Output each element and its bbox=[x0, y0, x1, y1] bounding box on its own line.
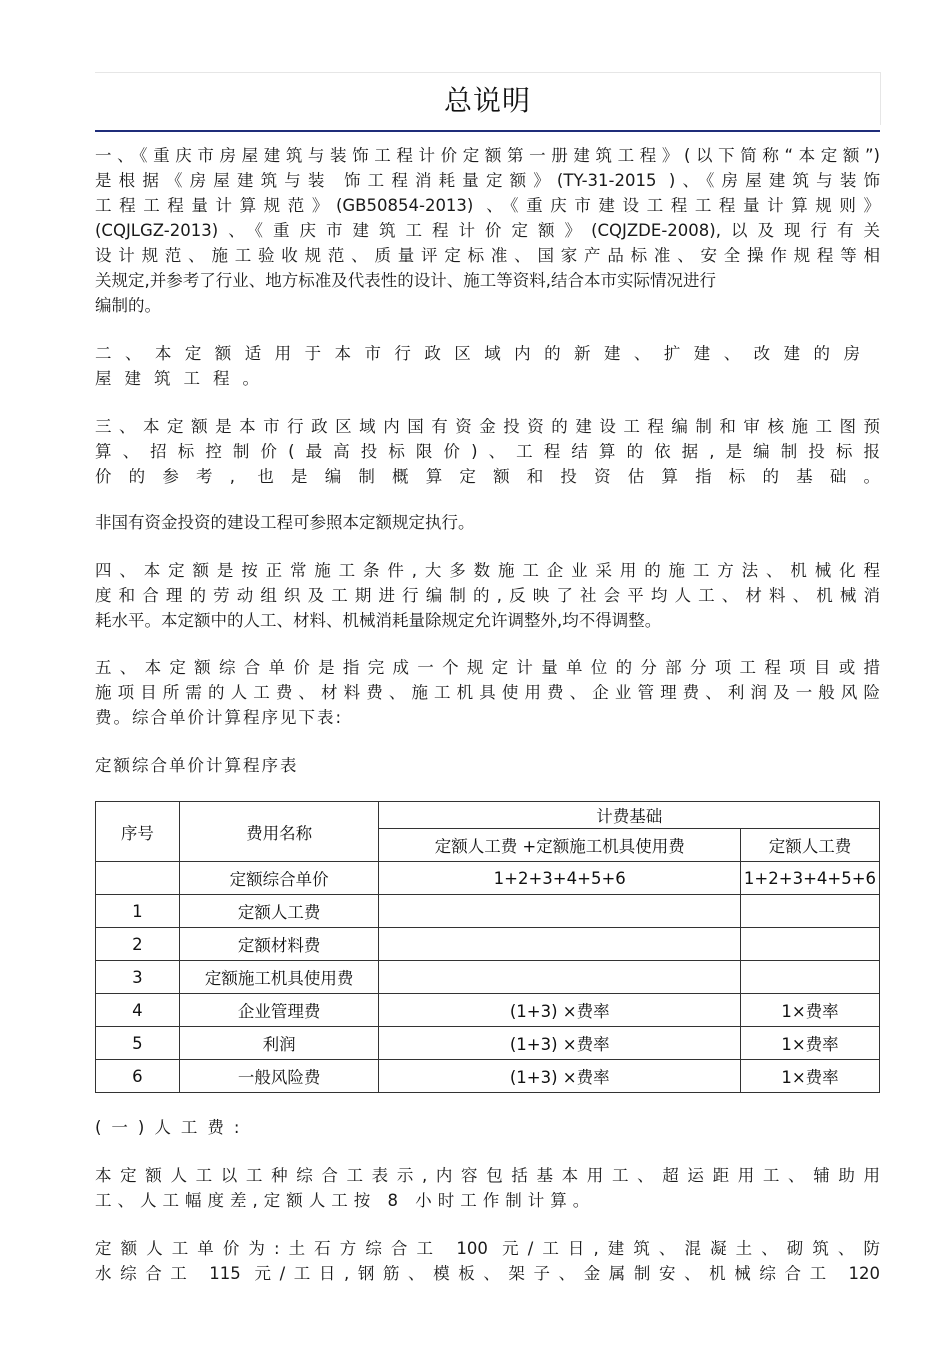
cell-basis-b: 1×费率 bbox=[740, 1027, 879, 1060]
text-line: 三、本定额是本市行政区域内国有资金投资的建设工程编制和审核施工图预 bbox=[95, 417, 880, 436]
cell-name: 企业管理费 bbox=[179, 994, 379, 1027]
header-name: 费用名称 bbox=[179, 802, 379, 862]
cell-basis-a bbox=[379, 961, 741, 994]
text-line: 工、人工幅度差,定额人工按 8 小时工作制计算。 bbox=[95, 1191, 596, 1210]
cell-seq: 5 bbox=[96, 1027, 180, 1060]
paragraph-2 bbox=[95, 341, 860, 391]
section-heading bbox=[95, 1115, 880, 1140]
paragraph-8 bbox=[95, 1236, 880, 1286]
cell-basis-b: 1×费率 bbox=[740, 994, 879, 1027]
table-row bbox=[96, 895, 880, 928]
cell-name: 定额综合单价 bbox=[179, 862, 379, 895]
cell-basis-b: 1+2+3+4+5+6 bbox=[740, 862, 879, 895]
calculation-table bbox=[95, 801, 880, 1093]
cell-basis-a: 1+2+3+4+5+6 bbox=[379, 862, 741, 895]
header-basis: 计费基础 bbox=[379, 802, 880, 829]
title-underline bbox=[95, 130, 880, 132]
table-row bbox=[96, 994, 880, 1027]
table-row bbox=[96, 1060, 880, 1093]
header-basis-b: 定额人工费 bbox=[740, 829, 879, 862]
text-line: 编制的。 bbox=[95, 296, 161, 315]
text-line: 一、《重庆市房屋建筑与装饰工程计价定额第一册建筑工程》(以下简称“本定额”) bbox=[95, 146, 880, 165]
cell-basis-a: (1+3) ×费率 bbox=[379, 1060, 741, 1093]
cell-basis-a: (1+3) ×费率 bbox=[379, 994, 741, 1027]
table-caption bbox=[95, 753, 880, 778]
cell-name: 利润 bbox=[179, 1027, 379, 1060]
text-line: (一)人工费: bbox=[95, 1118, 250, 1137]
cell-basis-b bbox=[740, 928, 879, 961]
cell-seq: 2 bbox=[96, 928, 180, 961]
paragraph-1 bbox=[95, 143, 880, 318]
text-line: 工程工程量计算规范》(GB50854-2013) 、《重庆市建设工程工程量计算规则》 bbox=[95, 196, 880, 215]
cell-name: 定额人工费 bbox=[179, 895, 379, 928]
text-line: 本定额人工以工种综合工表示,内容包括基本用工、超运距用工、辅助用 bbox=[95, 1166, 880, 1185]
paragraph-4 bbox=[95, 510, 880, 535]
cell-name: 一般风险费 bbox=[179, 1060, 379, 1093]
cell-name: 定额材料费 bbox=[179, 928, 379, 961]
text-line: 度和合理的劳动组织及工期进行编制的,反映了社会平均人工、材料、机械消 bbox=[95, 586, 880, 605]
cell-basis-a bbox=[379, 928, 741, 961]
text-line: (CQJLGZ-2013)、《重庆市建筑工程计价定额》(CQJZDE-2008),以及现行有关 bbox=[95, 221, 880, 240]
text-line: 设计规范、施工验收规范、质量评定标准、国家产品标准、安全操作规程等相 bbox=[95, 246, 880, 265]
text-line: 费。综合单价计算程序见下表: bbox=[95, 708, 344, 727]
page-title: 总说明 bbox=[443, 84, 531, 117]
text-line: 关规定,并参考了行业、地方标准及代表性的设计、施工等资料,结合本市实际情况进行 bbox=[95, 271, 716, 290]
title-box bbox=[95, 72, 881, 125]
text-line: 算、招标控制价(最高投标限价)、工程结算的依据,是编制投标报 bbox=[95, 442, 880, 461]
text-line: 施项目所需的人工费、材料费、施工机具使用费、企业管理费、利润及一般风险 bbox=[95, 683, 880, 702]
paragraph-5 bbox=[95, 558, 880, 633]
cell-seq: 6 bbox=[96, 1060, 180, 1093]
cell-basis-a bbox=[379, 895, 741, 928]
paragraph-6 bbox=[95, 655, 880, 730]
cell-basis-b bbox=[740, 895, 879, 928]
cell-seq: 4 bbox=[96, 994, 180, 1027]
cell-seq: 3 bbox=[96, 961, 180, 994]
text-line: 四、本定额是按正常施工条件,大多数施工企业采用的施工方法、机械化程 bbox=[95, 561, 880, 580]
text-line: 价的参考, 也是编制概算定额和投资估算指标的基础。 bbox=[95, 467, 880, 486]
table-row bbox=[96, 961, 880, 994]
text-line: 二、本定额适用于本市行政区域内的新建、扩建、改建的房 bbox=[95, 344, 860, 363]
table-header-row bbox=[96, 802, 880, 829]
cell-seq bbox=[96, 862, 180, 895]
header-seq: 序号 bbox=[96, 802, 180, 862]
paragraph-7 bbox=[95, 1163, 880, 1213]
text-line: 定额综合单价计算程序表 bbox=[95, 756, 299, 775]
header-basis-a: 定额人工费 +定额施工机具使用费 bbox=[379, 829, 741, 862]
table-row bbox=[96, 1027, 880, 1060]
text-line: 耗水平。本定额中的人工、材料、机械消耗量除规定允许调整外,均不得调整。 bbox=[95, 611, 662, 630]
text-line: 水综合工 115 元/工日,钢筋、模板、架子、金属制安、机械综合工 120 bbox=[95, 1264, 880, 1283]
cell-basis-b: 1×费率 bbox=[740, 1060, 879, 1093]
cell-basis-b bbox=[740, 961, 879, 994]
paragraph-3 bbox=[95, 414, 880, 489]
text-line: 是根据《房屋建筑与装 饰工程消耗量定额》(TY-31-2015 )、《房屋建筑与装饰 bbox=[95, 171, 880, 190]
text-line: 五、本定额综合单价是指完成一个规定计量单位的分部分项工程项目或措 bbox=[95, 658, 880, 677]
text-line: 定额人工单价为:土石方综合工 100 元/工日,建筑、混凝土、砌筑、防 bbox=[95, 1239, 880, 1258]
table-row bbox=[96, 862, 880, 895]
table-row bbox=[96, 928, 880, 961]
text-line: 非国有资金投资的建设工程可参照本定额规定执行。 bbox=[95, 513, 475, 532]
cell-seq: 1 bbox=[96, 895, 180, 928]
cell-basis-a: (1+3) ×费率 bbox=[379, 1027, 741, 1060]
cell-name: 定额施工机具使用费 bbox=[179, 961, 379, 994]
text-line: 屋建筑工程。 bbox=[95, 369, 272, 388]
